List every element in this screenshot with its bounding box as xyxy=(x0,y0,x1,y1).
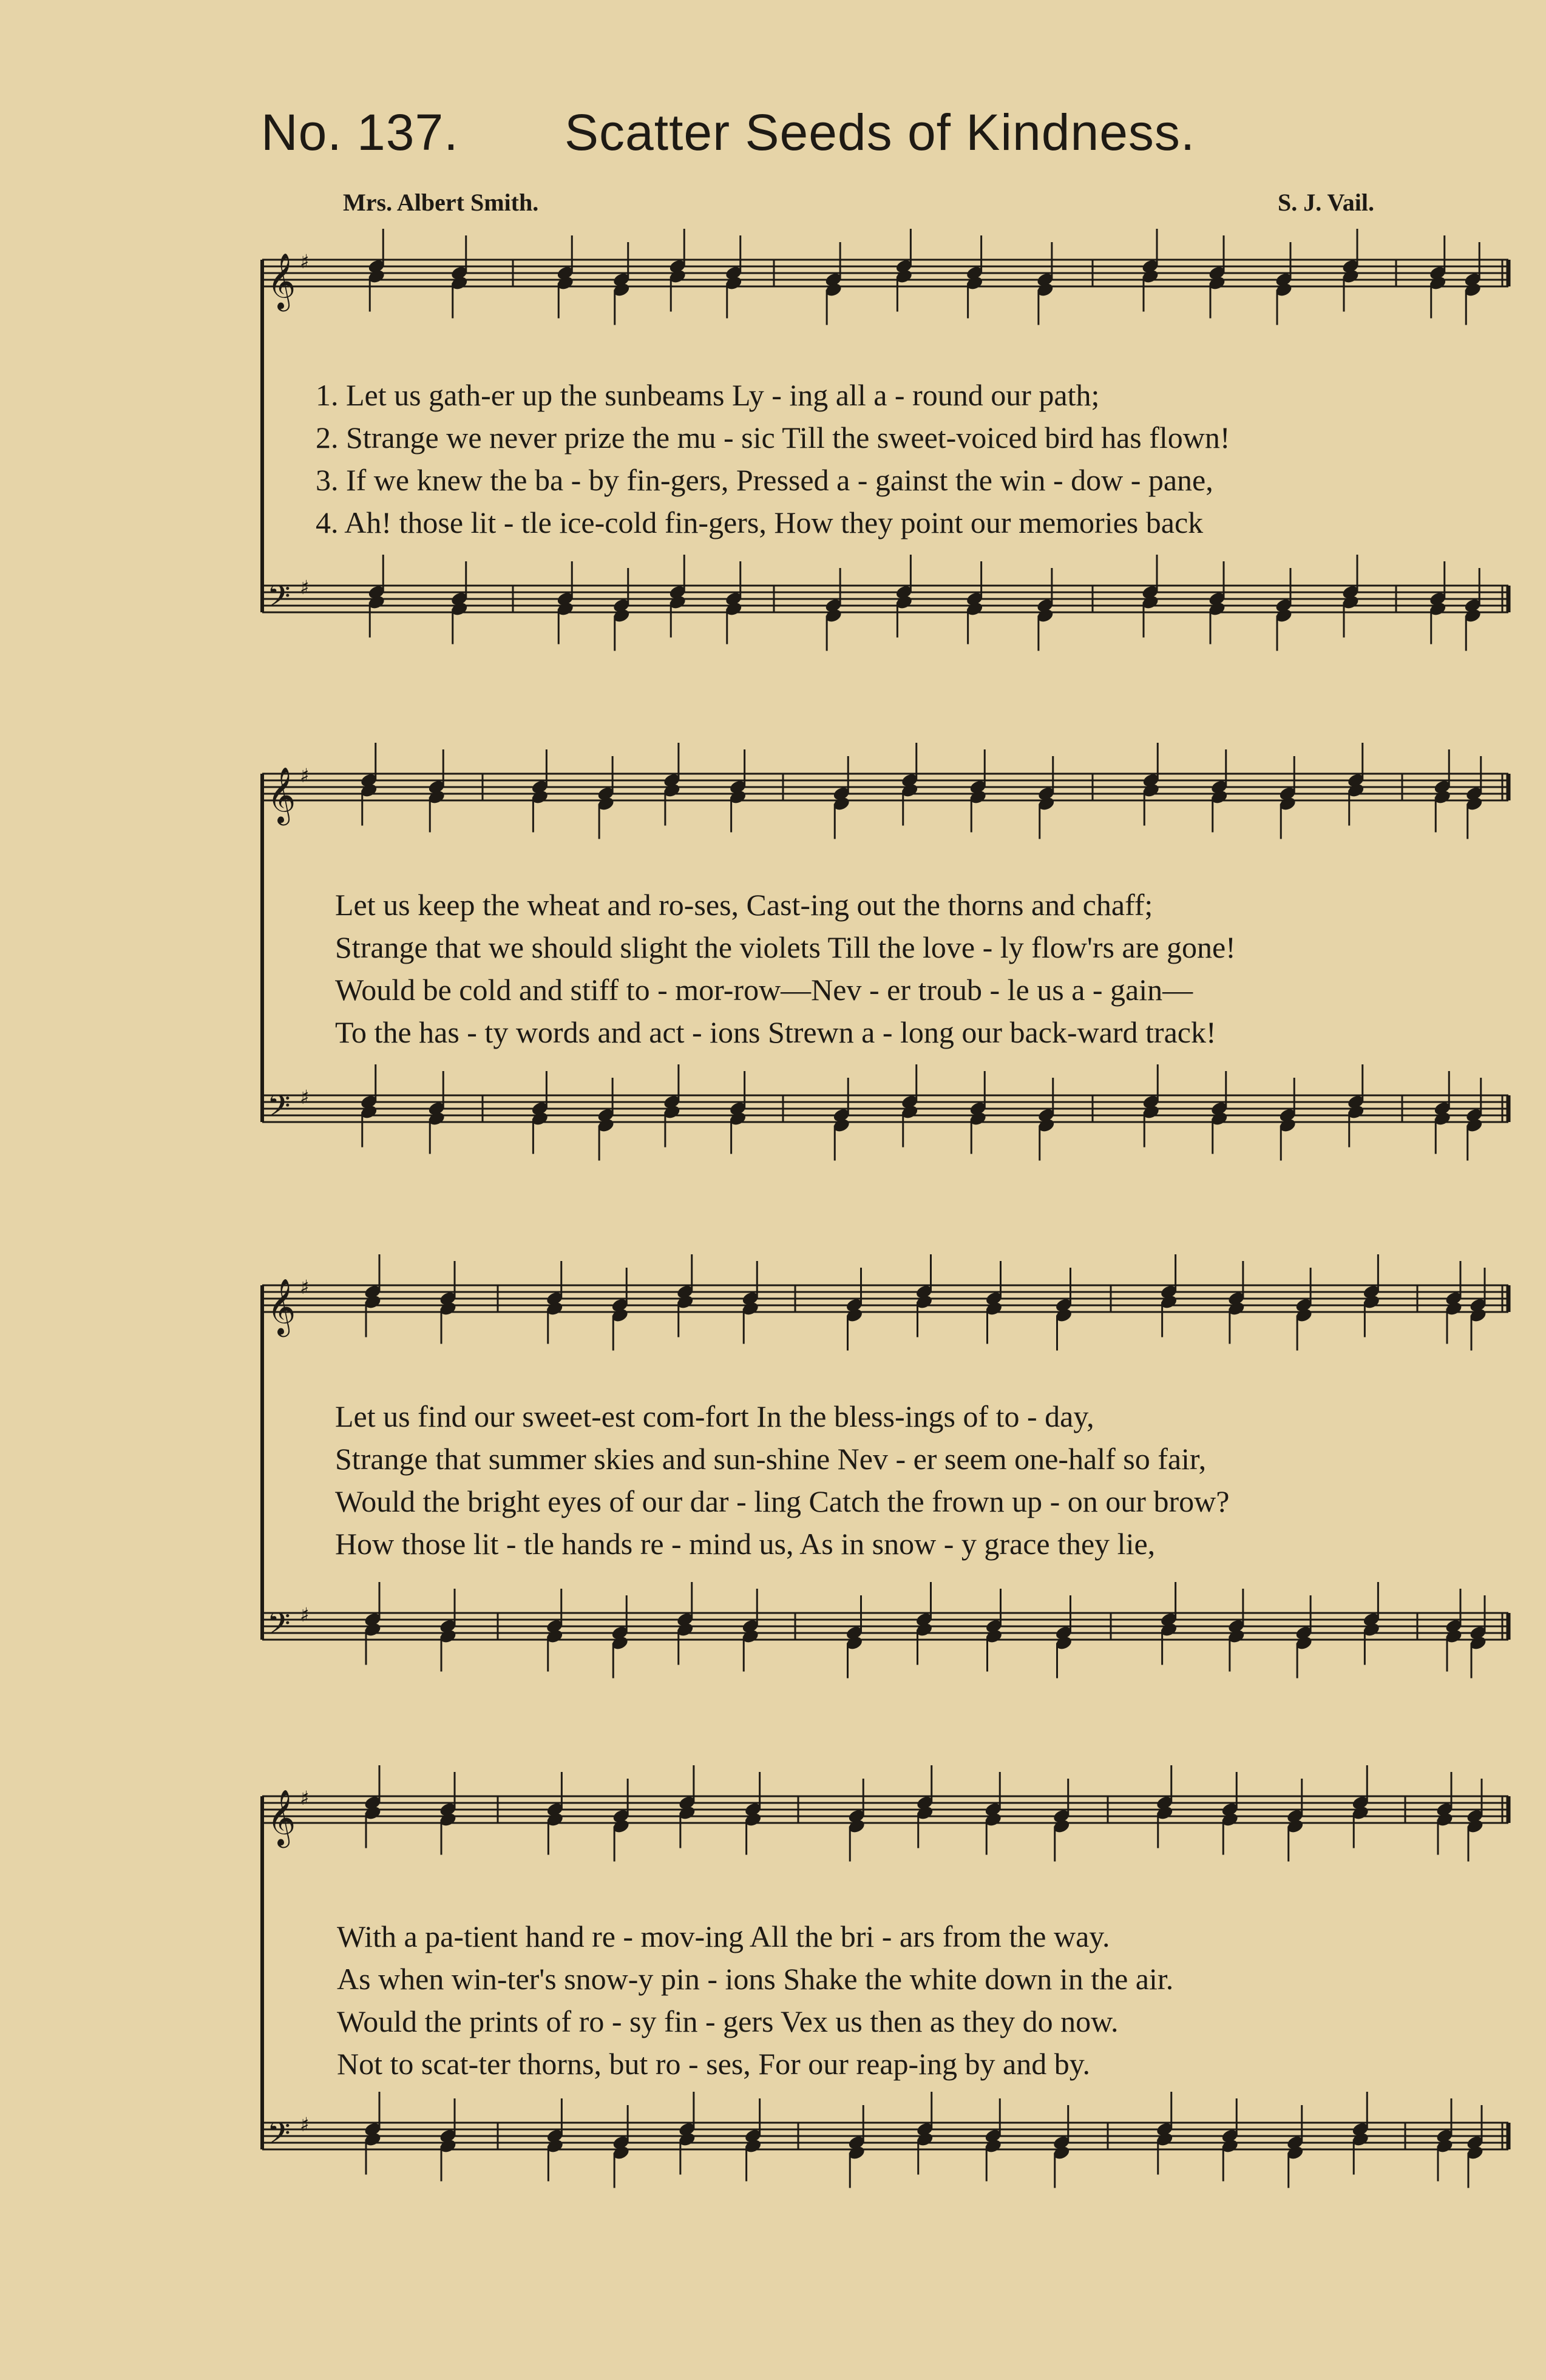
bass-clef-icon: 𝄢 xyxy=(267,2116,291,2159)
treble-clef-icon: 𝄞 xyxy=(267,1789,296,1845)
bass-clef-icon: 𝄢 xyxy=(267,1606,291,1649)
sharp-icon: ♯ xyxy=(300,250,310,273)
treble-clef-icon: 𝄞 xyxy=(267,252,296,309)
sharp-icon: ♯ xyxy=(300,1603,310,1626)
lyric-line: Let us find our sweet-est com-fort In the bless-ings of to - day, xyxy=(335,1399,1094,1433)
lyric-line: Strange that we should slight the violets Till the love - ly flow'rs are gone! xyxy=(335,930,1236,964)
hymn-title: Scatter Seeds of Kindness. xyxy=(564,104,1196,161)
lyric-line: Strange that summer skies and sun-shine Nev - er seem one-half so fair, xyxy=(335,1442,1207,1476)
lyric-line: 3. If we knew the ba - by fin-gers, Pressed a - gainst the win - dow - pane, xyxy=(316,463,1213,497)
sharp-icon: ♯ xyxy=(300,764,310,787)
lyric-line: How those lit - tle hands re - mind us, As in snow - y grace they lie, xyxy=(335,1527,1156,1561)
treble-clef-icon: 𝄞 xyxy=(267,766,296,823)
lyric-line: Not to scat-ter thorns, but ro - ses, For our reap-ing by and by. xyxy=(337,2047,1090,2081)
lyric-line: With a pa-tient hand re - mov-ing All the bri - ars from the way. xyxy=(337,1919,1110,1953)
lyricist-credit: Mrs. Albert Smith. xyxy=(343,189,539,216)
lyric-line: Let us keep the wheat and ro-ses, Cast-ing out the thorns and chaff; xyxy=(335,888,1153,922)
lyric-line: Would be cold and stiff to - mor-row—Nev - er troub - le us a - gain— xyxy=(335,973,1193,1007)
bass-clef-icon: 𝄢 xyxy=(267,579,291,621)
lyric-line: 1. Let us gath-er up the sunbeams Ly - ing all a - round our path; xyxy=(316,378,1100,412)
sharp-icon: ♯ xyxy=(300,1787,310,1810)
hymn-number: No. 137. xyxy=(261,104,459,161)
bass-clef-icon: 𝄢 xyxy=(267,1089,291,1131)
lyric-line: To the has - ty words and act - ions Strewn a - long our back-ward track! xyxy=(335,1015,1216,1049)
sharp-icon: ♯ xyxy=(300,2113,310,2136)
composer-credit: S. J. Vail. xyxy=(1278,189,1374,216)
lyric-line: Would the prints of ro - sy fin - gers Vex us then as they do now. xyxy=(337,2004,1119,2038)
lyric-line: Would the bright eyes of our dar - ling Catch the frown up - on our brow? xyxy=(335,1484,1230,1518)
sharp-icon: ♯ xyxy=(300,1276,310,1299)
treble-clef-icon: 𝄞 xyxy=(267,1278,296,1334)
lyric-line: 4. Ah! those lit - tle ice-cold fin-gers, How they point our memories back xyxy=(316,505,1204,539)
lyric-line: 2. Strange we never prize the mu - sic Till the sweet-voiced bird has flown! xyxy=(316,421,1230,455)
sharp-icon: ♯ xyxy=(300,576,310,599)
lyric-line: As when win-ter's snow-y pin - ions Shake the white down in the air. xyxy=(337,1962,1174,1996)
sharp-icon: ♯ xyxy=(300,1086,310,1109)
